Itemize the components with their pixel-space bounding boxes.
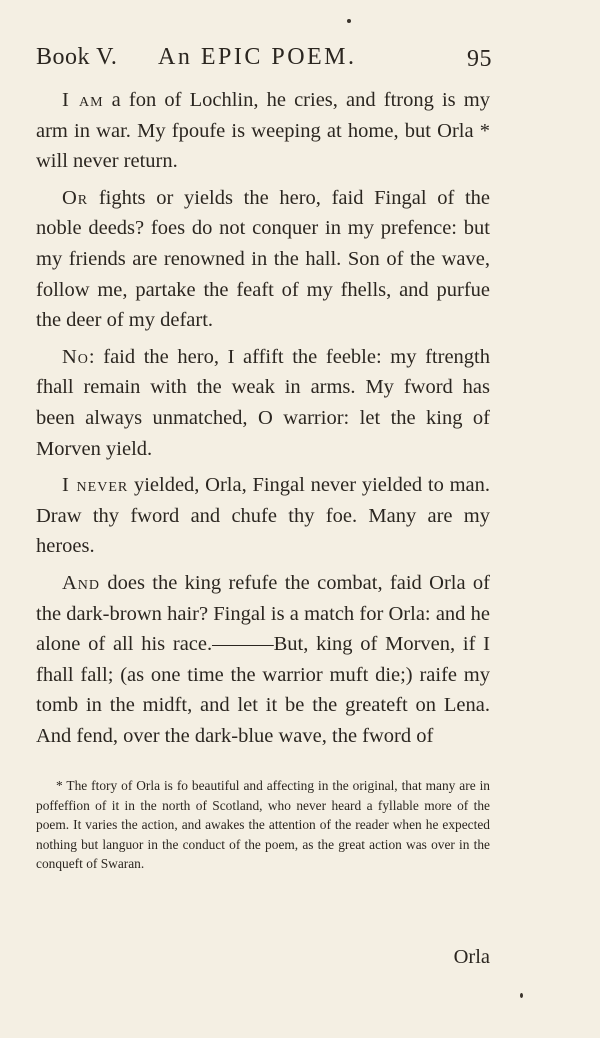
footnote: * The ftory of Orla is fo beautiful and affecting in the original, that many are in poffeffion of it in the north of Scotland, who never heard a fyllable more of the poem. It varies the action, and awakes the attention of the reader when he expected nothing but languor in the conduct of the poem, as the great action was over in the conqueft of Swaran. [36,778,490,872]
paragraph-text: yielded, Orla, Fingal never yielded to man. Draw thy fword and chufe thy foe. Many are my heroes. [36,474,490,558]
ink-speck [520,993,523,998]
paragraph [36,85,490,177]
paragraph-lead: I never [62,474,129,497]
paragraph-lead: And [62,571,101,594]
book-label: Book V. [36,44,118,70]
paragraph-text: : faid the hero, I affift the feeble: my ftrength fhall remain with the weak in arms. My fword has been always unmatched, O warrior: let the king of Morven yield. [36,345,490,460]
body-text [36,85,490,757]
header-title: An EPIC POEM. [158,44,357,70]
running-header [36,44,492,80]
paragraph-lead: Or [62,186,89,209]
paragraph-lead: I am [62,89,104,111]
paragraph-text: fights or yields the hero, faid Fingal of the noble deeds? foes do not conquer in my prefence: but my friends are renowned in the hall. Son of the wave, follow me, partake the feaft of my fhells, and purfue the deer of my defart. [36,186,490,332]
catchword: Orla [453,946,490,968]
paragraph [36,342,490,464]
ink-speck [347,19,351,23]
paragraph [36,183,490,336]
paragraph [36,470,490,562]
paragraph [36,568,490,752]
paragraph-lead: No [62,345,89,368]
paragraph-text: does the king refufe the combat, faid Orla of the dark-brown hair? Fingal is a match for Orla: and he alone of all his race.———But, king of Morven, if I fhall fall; (as one time the warrior muft die;) raife my tomb in the midft, and let it be the greateft on Lena. And fend, over the dark-blue wave, the fword of [36,571,490,747]
page-number: 95 [467,46,492,72]
paragraph-text: a fon of Lochlin, he cries, and ftrong is my arm in war. My fpoufe is weeping at home, but Orla * will never return. [36,89,490,173]
